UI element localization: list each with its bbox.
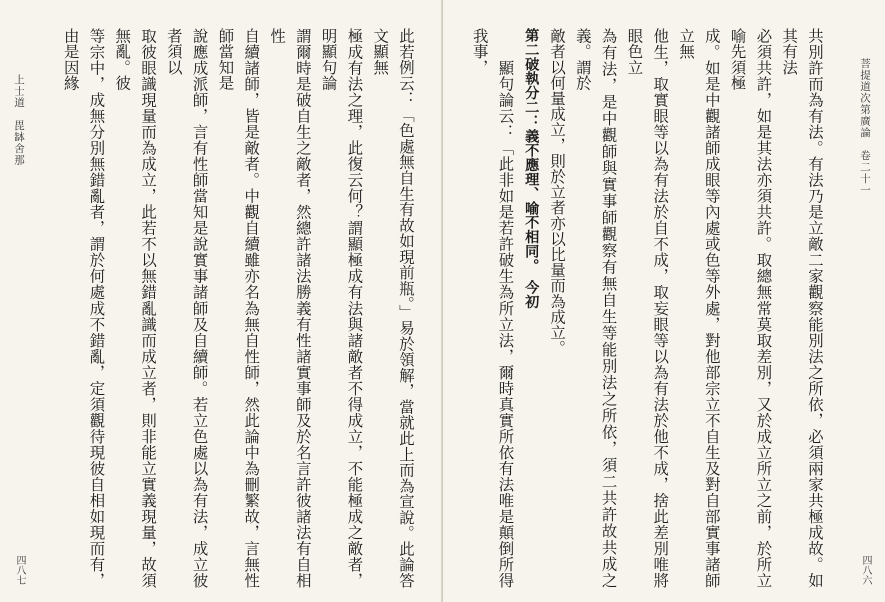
text-column: 顯句論云：「此非如是若許破生為所立法，爾時真實所依有法唯是顛倒所得我事， [470, 28, 515, 588]
text-column: 極成有法之理，此復云何？謂顯極成有法與諸敵者不得成立，不能極成之敵者，明顯句論 [319, 28, 364, 588]
right-running-head: 菩提道次第廣論 卷二十一 [859, 58, 871, 196]
text-column: 成。如是中觀諸師成眼等內處或色等外處，對他部宗立不自生及對自部實事諸師立無 [677, 28, 721, 588]
left-page-body [58, 28, 418, 588]
left-running-head: 上士道 毘缽舍那 [13, 74, 25, 166]
right-page-body [467, 28, 827, 588]
left-page [0, 0, 442, 602]
right-page-number: 四八六 [860, 555, 871, 585]
text-column: 自續諸師，皆是敵者。中觀自續雖亦名為無自性師，然此論中為刪繁故，言無性師當知是 [216, 28, 261, 588]
right-page [443, 0, 885, 602]
text-column: 為有法，是中觀師與實事師觀察有無自生等能別法之所依，須二共許故共成之義。謂於 [573, 28, 618, 588]
text-column: 共別許而為有法。有法乃是立敵二家觀察能別法之所依，必須兩家共極成故。如其有法 [780, 28, 824, 588]
text-column: 此若例云：「色處無自生有故如現前瓶。」易於領解，當就此上而為宣說。此論答文顯無 [371, 28, 415, 588]
text-column: 等宗中，成無分別無錯亂者，謂於何處成不錯亂，定須觀待現彼自相如現而有，由是因緣 [61, 28, 106, 588]
text-column: 謂爾時是破自生之敵者，然總許諸法勝義有性諸實事師及於名言許彼諸法有自相性 [268, 28, 312, 588]
section-heading: 第二破執分二：義不應理、喻不相同。 今初 [523, 28, 540, 309]
left-page-number: 四八七 [14, 555, 25, 585]
text-column: 說應成派師，言有性師當知是說實事諸師及自續師。若立色處以為有法，成立彼者須以 [164, 28, 209, 588]
text-column: 敵者以何量成立，則於立者亦以比量而為成立。 [548, 28, 567, 356]
text-column: 取彼眼識現量而為成立，此若不以無錯亂識而成立者，則非能立實義現量，故須無亂。彼 [113, 28, 158, 588]
text-column: 他生，取實眼等以為有法於自不成，取妄眼等以為有法於他不成，捨此差別唯將眼色立 [625, 28, 670, 588]
text-column: 必須共許，如是其法亦須共許。取總無常莫取差別，又於成立所立之前，於所立喻先須極 [728, 28, 773, 588]
